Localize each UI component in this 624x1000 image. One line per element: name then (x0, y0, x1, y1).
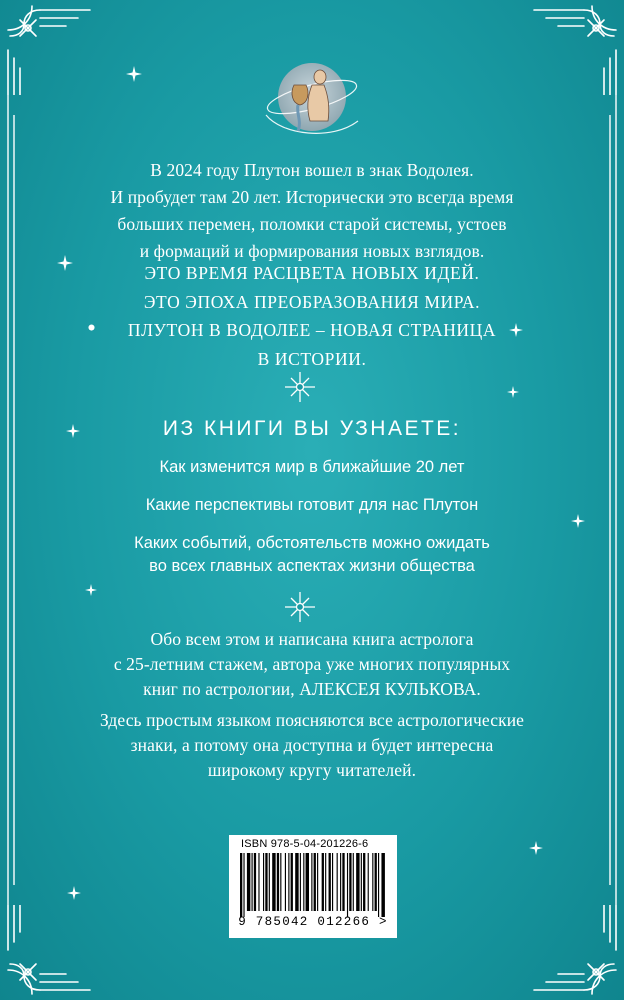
barcode-bar (325, 853, 326, 911)
barcode-bar (363, 853, 365, 911)
corner-ornament-bottom-left (0, 905, 110, 1000)
barcode-bar (295, 853, 298, 911)
learn-item: Какие перспективы готовит для нас Плутон (145, 496, 479, 514)
barcode-bar (347, 853, 348, 917)
about-line: книг по астрологии, АЛЕКСЕЯ КУЛЬКОВА. (143, 679, 481, 699)
barcode-bar (291, 853, 293, 911)
barcode-bar (300, 853, 301, 911)
barcode-bar (269, 853, 270, 911)
intro-line: и формаций и формирования новых взглядов. (139, 241, 485, 261)
barcode-bar (372, 853, 373, 911)
barcode-bar (322, 853, 324, 911)
barcode-bar (254, 853, 256, 911)
caps-line: В ИСТОРИИ. (257, 348, 367, 369)
caps-statements (0, 259, 624, 373)
sparkle-star-icon (507, 386, 519, 398)
barcode-bar (263, 853, 264, 911)
barcode-bar (311, 853, 312, 911)
audience-line: Здесь простым языком поясняются все астрологические (99, 710, 525, 730)
barcode-bar (361, 853, 362, 911)
intro-line: больших перемен, поломки старой системы, устоев (117, 214, 507, 234)
barcode-bar (288, 853, 289, 911)
learn-item: во всех главных аспектах жизни общества (149, 557, 475, 575)
barcode-bar (353, 853, 354, 911)
aquarius-emblem-icon (262, 55, 362, 145)
caps-line: ЭТО ВРЕМЯ РАСЦВЕТА НОВЫХ ИДЕЙ. (144, 263, 480, 283)
corner-ornament-bottom-right (514, 905, 624, 1000)
barcode-bar (306, 853, 309, 911)
barcode-bar (349, 853, 351, 911)
sparkle-star-icon (67, 886, 81, 900)
barcode-bar (368, 853, 369, 911)
isbn-label: ISBN 978-5-04-201226-6 (241, 838, 369, 850)
caps-line: ЭТО ЭПОХА ПРЕОБРАЗОВАНИЯ МИРА. (143, 291, 481, 312)
barcode-bar (332, 853, 333, 911)
barcode-bar (240, 853, 242, 917)
barcode-box (229, 835, 397, 938)
barcode-bar (272, 853, 275, 911)
barcode-bar (375, 853, 377, 911)
corner-ornament-top-right (514, 0, 624, 95)
corner-ornament-top-left (0, 0, 110, 95)
barcode-digits: 9 785042 012266 > (238, 915, 388, 929)
barcode-bar (243, 853, 244, 917)
about-line: с 25-летним стажем, автора уже многих популярных (113, 654, 511, 674)
barcode-bar (252, 853, 253, 911)
barcode-bar (337, 853, 338, 911)
divider-star-icon (285, 592, 315, 622)
barcode-bar (356, 853, 359, 911)
divider-star-icon (285, 372, 315, 402)
barcode-bar (285, 853, 286, 911)
sparkle-star-icon (126, 66, 142, 82)
barcode-bars (238, 853, 388, 917)
barcode-bar (342, 853, 344, 911)
intro-paragraph (0, 157, 624, 265)
barcode-bar (265, 853, 267, 911)
intro-line: И пробудет там 20 лет. Исторически это всегда время (110, 187, 514, 207)
barcode-bar (277, 853, 279, 911)
sparkle-star-icon (85, 584, 97, 596)
barcode-bar (329, 853, 331, 911)
audience-line: широкому кругу читателей. (207, 760, 417, 780)
barcode-bar (258, 853, 259, 911)
barcode-bar (378, 853, 379, 917)
intro-line: В 2024 году Плутон вошел в знак Водолея. (150, 160, 474, 180)
barcode-bar (280, 853, 281, 911)
audience-paragraph (0, 708, 624, 783)
about-line: Обо всем этом и написана книга астролога (150, 629, 474, 649)
barcode-bar (381, 853, 384, 917)
sparkle-star-icon (529, 841, 543, 855)
barcode-bar (247, 853, 250, 911)
about-paragraph (0, 627, 624, 702)
barcode-bar (303, 853, 304, 911)
learn-heading: ИЗ КНИГИ ВЫ УЗНАЕТЕ: (162, 417, 462, 440)
learn-item: Каких событий, обстоятельств можно ожидать (134, 534, 490, 552)
barcode-bar (314, 853, 316, 911)
learn-item: Как изменится мир в ближайшие 20 лет (159, 458, 465, 476)
audience-line: знаки, а потому она доступна и будет интересна (130, 735, 494, 755)
caps-line: ПЛУТОН В ВОДОЛЕЕ – НОВАЯ СТРАНИЦА (127, 320, 497, 340)
barcode-bar (317, 853, 318, 911)
barcode-bar (340, 853, 341, 911)
